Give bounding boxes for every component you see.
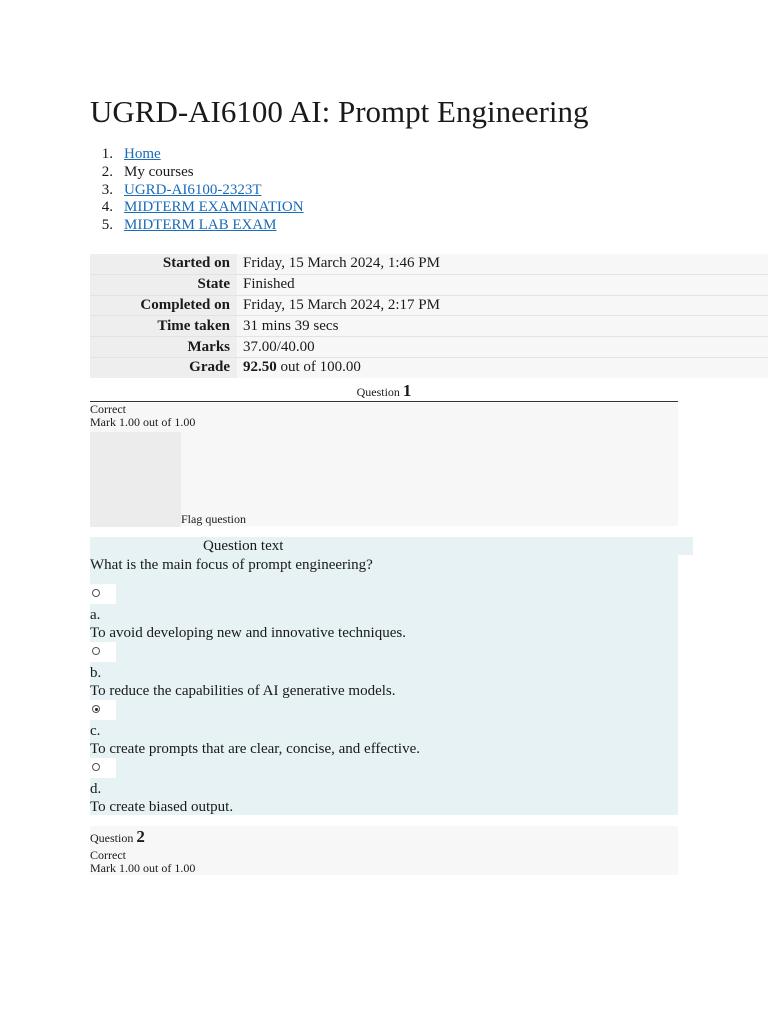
summary-row-grade: [90, 357, 768, 377]
option-text: To reduce the capabilities of AI generative models.: [90, 683, 396, 699]
summary-row-time: [90, 316, 768, 337]
summary-value: [237, 357, 768, 377]
question-number: 2: [136, 827, 145, 846]
option-text: To create prompts that are clear, concise, and effective.: [90, 741, 420, 757]
breadcrumb: [90, 146, 304, 235]
summary-row-started: [90, 254, 768, 274]
page-title: UGRD-AI6100 AI: Prompt Engineering: [90, 94, 589, 129]
question-1-heading: [90, 380, 678, 402]
summary-value: 31 mins 39 secs: [237, 316, 768, 337]
radio-button[interactable]: [92, 647, 100, 655]
question-mark: Mark 1.00 out of 1.00: [90, 415, 196, 429]
flag-question-link[interactable]: Flag question: [181, 512, 246, 526]
option-letter: c.: [90, 723, 101, 739]
question-number: 1: [402, 381, 412, 400]
breadcrumb-text-my-courses: My courses: [124, 163, 194, 180]
quiz-summary-table: [90, 254, 768, 378]
breadcrumb-link-midterm-exam[interactable]: MIDTERM EXAMINATION: [124, 199, 304, 216]
breadcrumb-item-midterm-exam: 4. MIDTERM EXAMINATION: [101, 199, 304, 216]
grade-score: 92.50: [243, 359, 277, 376]
breadcrumb-link-course[interactable]: UGRD-AI6100-2323T: [124, 181, 262, 198]
radio-container: [90, 584, 116, 604]
radio-container: [90, 700, 116, 720]
question-mark: Mark 1.00 out of 1.00: [90, 861, 196, 875]
summary-label: Started on: [90, 254, 237, 274]
summary-value: Finished: [237, 274, 768, 295]
question-2-heading: [90, 826, 678, 849]
option-letter: d.: [90, 781, 102, 797]
question-label: Question: [90, 831, 134, 845]
breadcrumb-link-midterm-lab[interactable]: MIDTERM LAB EXAM: [124, 217, 277, 234]
radio-container: [90, 758, 116, 778]
option-text: To avoid developing new and innovative techniques.: [90, 625, 406, 641]
radio-button[interactable]: [92, 589, 100, 597]
flag-icon[interactable]: [90, 432, 181, 527]
summary-row-marks: [90, 337, 768, 358]
breadcrumb-item-home: 1. Home: [101, 146, 161, 162]
summary-value: Friday, 15 March 2024, 2:17 PM: [237, 295, 768, 316]
option-letter: b.: [90, 665, 102, 681]
question-text: What is the main focus of prompt engineering?: [90, 557, 373, 573]
option-text: To create biased output.: [90, 799, 234, 815]
question-text-heading: Question text: [204, 537, 693, 555]
breadcrumb-item-course: 3. UGRD-AI6100-2323T: [101, 181, 262, 198]
summary-value: 37.00/40.00: [237, 337, 768, 358]
summary-value: Friday, 15 March 2024, 1:46 PM: [237, 254, 768, 274]
question-status: Correct: [90, 402, 126, 416]
question-status: Correct: [90, 848, 126, 862]
summary-row-completed: [90, 295, 768, 316]
summary-label: Marks: [90, 337, 237, 358]
summary-label: Completed on: [90, 295, 237, 316]
summary-label: State: [90, 274, 237, 295]
summary-label: Grade: [90, 357, 237, 377]
breadcrumb-item-midterm-lab: 5. MIDTERM LAB EXAM: [101, 217, 277, 234]
breadcrumb-item-my-courses: 2. My courses: [101, 163, 194, 180]
summary-label: Time taken: [90, 316, 237, 337]
summary-row-state: [90, 274, 768, 295]
question-2-info: [90, 826, 678, 875]
question-1-info: [90, 403, 678, 526]
option-letter: a.: [90, 607, 101, 623]
breadcrumb-link-home[interactable]: Home: [124, 146, 161, 162]
grade-out-of: out of 100.00: [276, 359, 361, 376]
radio-button[interactable]: [92, 763, 100, 771]
question-1-content: [90, 537, 678, 815]
radio-container: [90, 642, 116, 662]
radio-button-selected[interactable]: [92, 705, 100, 713]
question-label: Question: [356, 385, 400, 399]
